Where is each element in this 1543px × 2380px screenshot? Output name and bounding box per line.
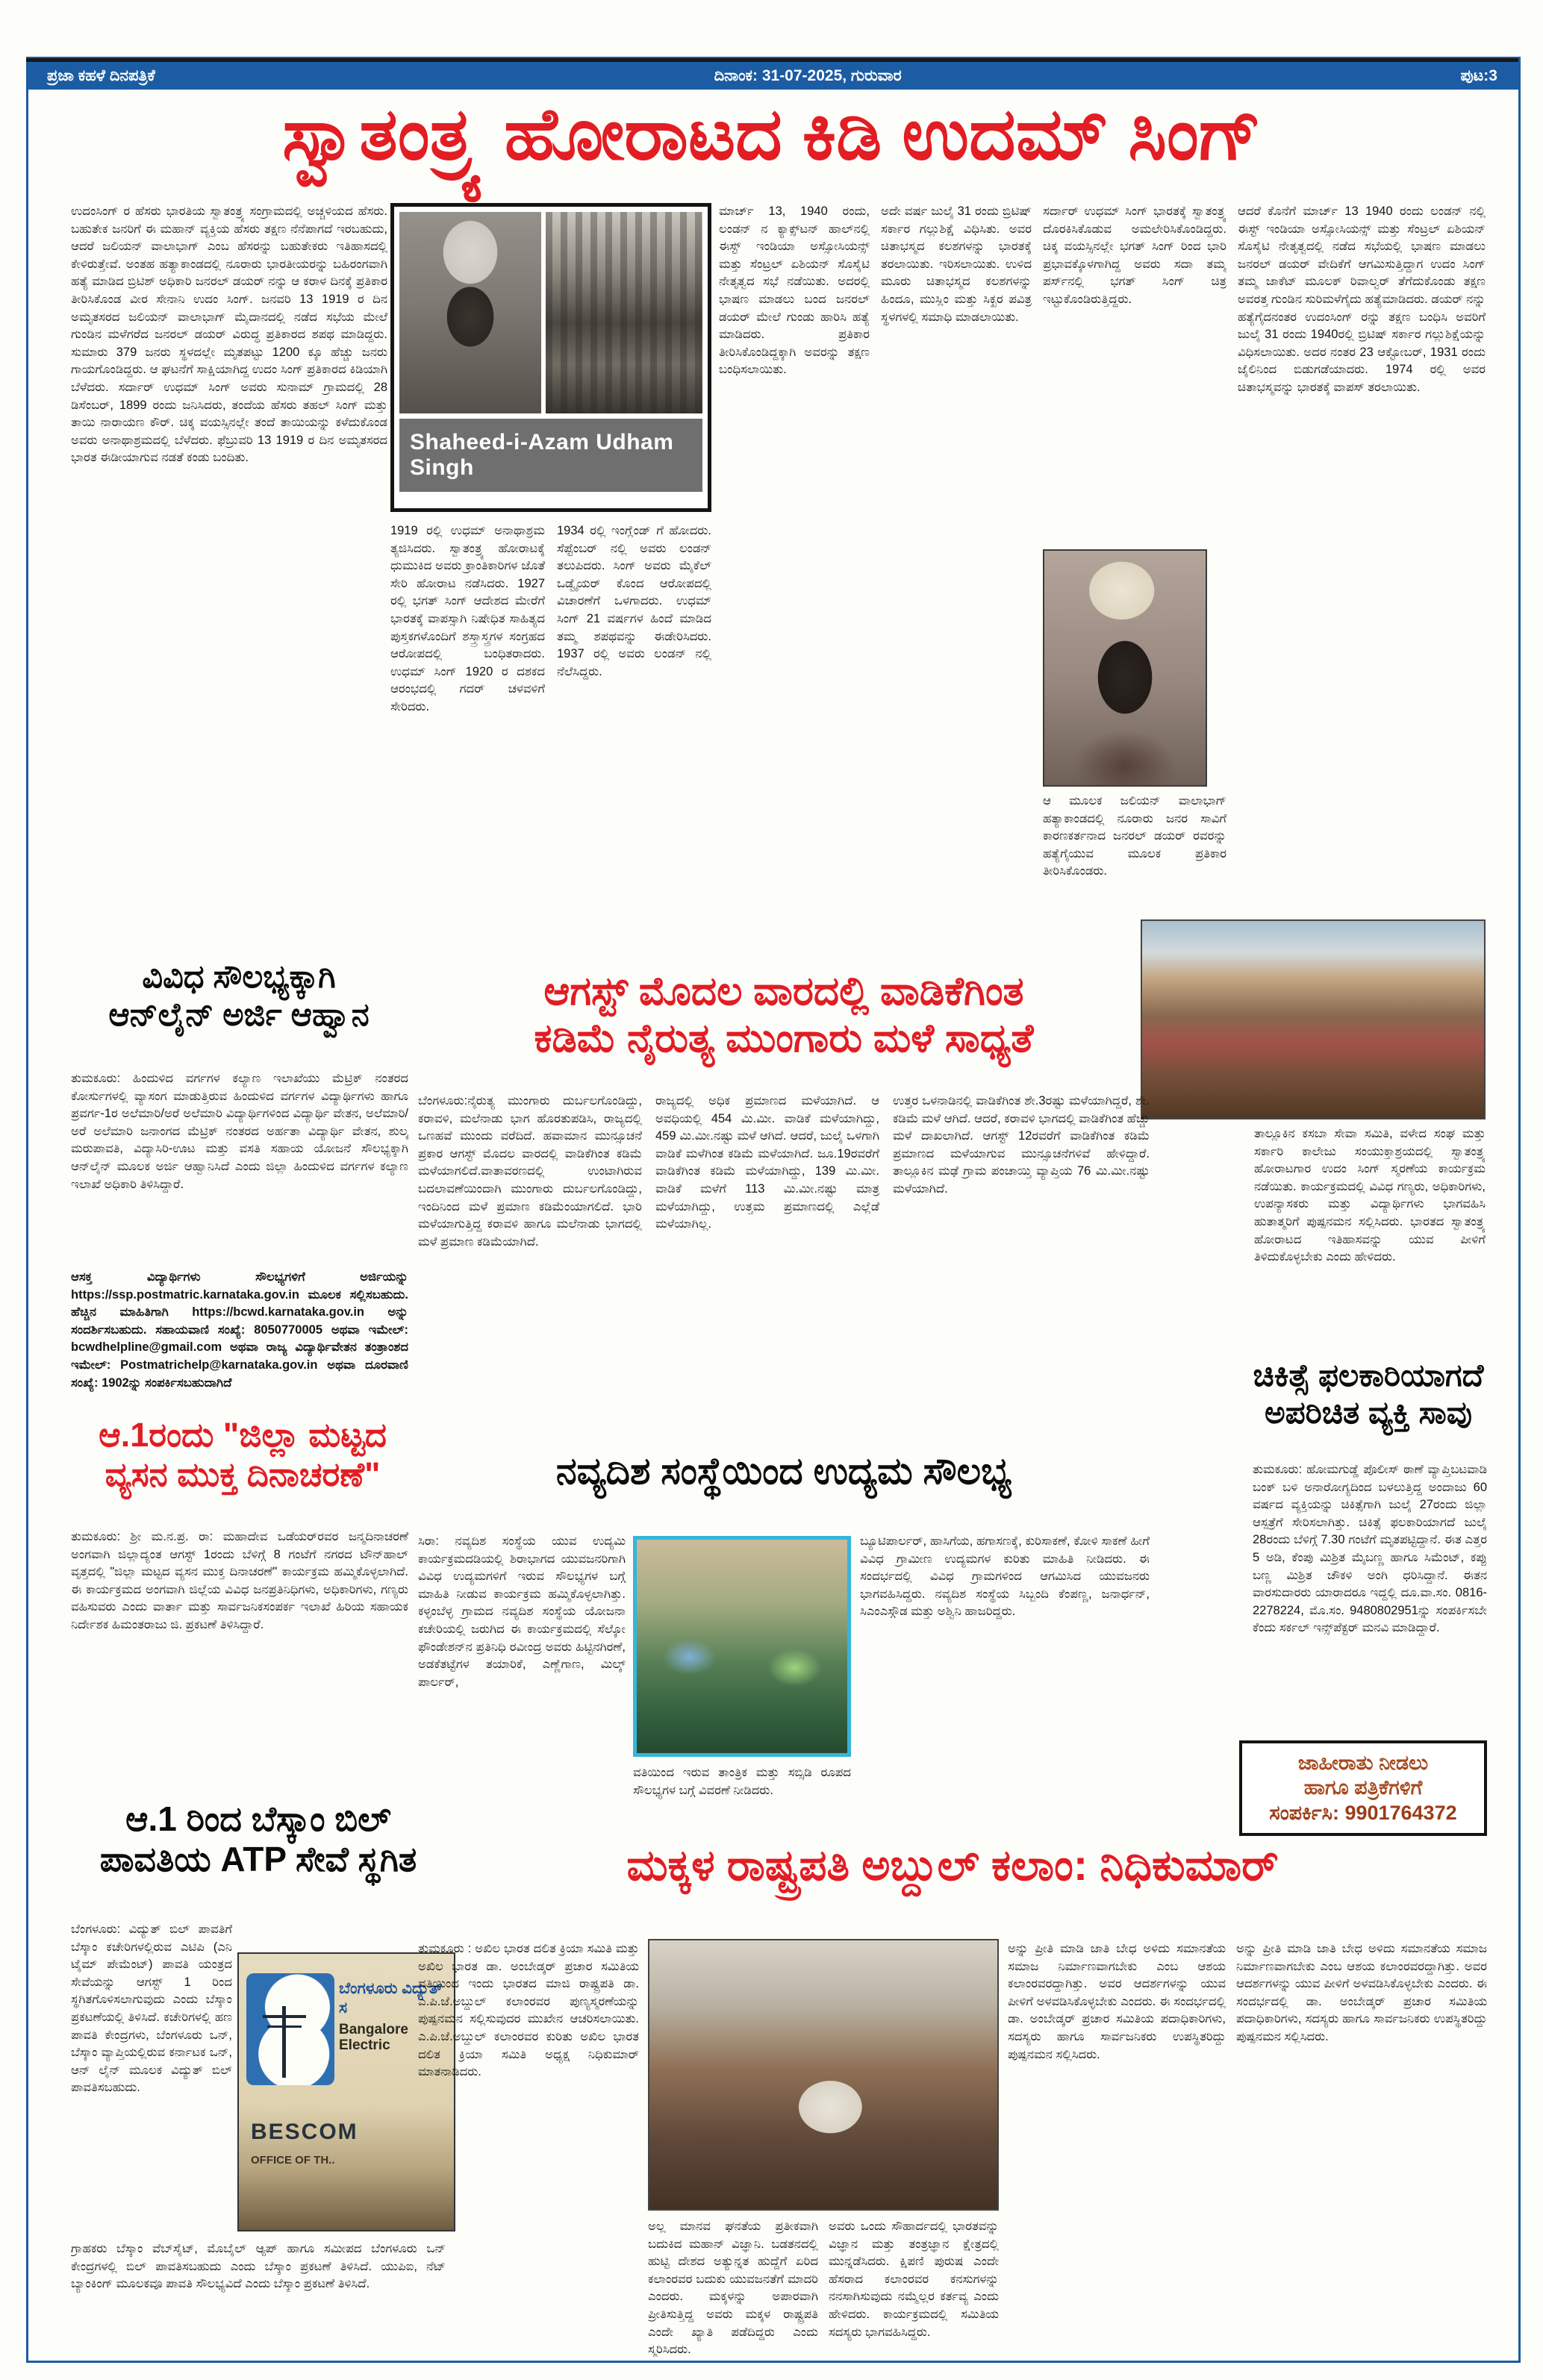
bescom-sign-english-text: Bangalore Electric (339, 2022, 408, 2053)
power-line-icon (267, 2026, 302, 2028)
kalam-headline: ಮಕ್ಕಳ ರಾಷ್ಟ್ರಪತಿ ಅಬ್ದುಲ್ ಕಲಾಂ: ನಿಧಿಕುಮಾರ್ (626, 1841, 1279, 1890)
monsoon-headline (418, 969, 1150, 1087)
addiction-free-day-headline-line1: ಆ.1ರಂದು "ಜಿಲ್ಲಾ ಮಟ್ಟದ (99, 1416, 387, 1454)
online-application-headline (67, 958, 411, 1064)
kalam-body-col-4: ಅನ್ನು ಪ್ರೀತಿ ಮಾಡಿ ಜಾತಿ ಬೇಧ ಅಳಿದು ಸಮಾನತೆಯ ಸಮಾಜ ನಿರ್ಮಾಣವಾಗಬೇಕು ಎಂಬ ಆಶಯ ಕಲಾಂರವರದ್ದಾಗಿತ್ತು. ಅವರ ಆದರ್ಶಗಳನ್ನು ಯುವ ಪೀಳಿಗೆ ಅಳವಡಿಸಿಕೊಳ್ಳಬೇಕು ಎಂದರು. ಈ ಸಂದರ್ಭದಲ್ಲಿ ಡಾ. ಅಂಬೇಡ್ಕರ್ ಪ್ರಚಾರ ಸಮಿತಿಯ ಪದಾಧಿಕಾರಿಗಳು, ಸದಸ್ಯರು ಹಾಗೂ ಸಾರ್ವಜನಿಕರು ಉಪಸ್ಥಿತರಿದ್ದು ಪುಷ್ಪನಮನ ಸಲ್ಲಿಸಿದರು. (1008, 1942, 1226, 2061)
lead-article-col-2: 1919 ರಲ್ಲಿ ಉಧಮ್ ಅನಾಥಾಶ್ರಮ ತ್ಯಜಿಸಿದರು. ಸ್ವಾತಂತ್ರ್ಯ ಹೋರಾಟಕ್ಕೆ ಧುಮುಕಿದ ಅವರು ಕ್ರಾಂತಿಕಾರಿಗಳ ಜೊತೆ ಸೇರಿ ಹೋರಾಟ ನಡೆಸಿದರು. 1927 ರಲ್ಲಿ ಭಗತ್ ಸಿಂಗ್ ಆದೇಶದ ಮೇರೆಗೆ ಭಾರತಕ್ಕೆ ವಾಪಸ್ಸಾಗಿ ನಿಷೇಧಿತ ಸಾಹಿತ್ಯದ ಪುಸ್ತಕಗಳೊಂದಿಗೆ ಶಸ್ತ್ರಾಸ್ತ್ರಗಳ ಸಂಗ್ರಹದ ಆರೋಪದಲ್ಲಿ ಬಂಧಿತರಾದರು. ಉಧಮ್ ಸಿಂಗ್ 1920 ರ ದಶಕದ ಆರಂಭದಲ್ಲಿ ಗದರ್ ಚಳವಳಿಗೆ ಸೇರಿದರು. (390, 524, 545, 713)
online-application-contact: ಆಸಕ್ತ ವಿದ್ಯಾರ್ಥಿಗಳು ಸೌಲಭ್ಯಗಳಿಗೆ ಅರ್ಜಿಯನ್ನು https://ssp.postmatric.karnataka.gov.in ಮೂಲಕ ಸಲ್ಲಿಸಬಹುದು. ಹೆಚ್ಚಿನ ಮಾಹಿತಿಗಾಗಿ https://bcwd.karnataka.gov.in ಅನ್ನು ಸಂದರ್ಶಿಸಬಹುದು. ಸಹಾಯವಾಣಿ ಸಂಖ್ಯೆ: 8050770005 ಅಥವಾ ಇಮೇಲ್: bcwdhelpline@gmail.com ಅಥವಾ ರಾಜ್ಯ ವಿದ್ಯಾರ್ಥಿವೇತನ ತಂತ್ರಾಂಶದ ಇಮೇಲ್: Postmatrichelp@karnataka.gov.in ಅಥವಾ ದೂರವಾಣಿ ಸಂಖ್ಯೆ: 1902ನ್ನು ಸಂಪರ್ಕಿಸಬಹುದಾಗಿದೆ (71, 1270, 408, 1390)
navyadisha-body-col-1: ಸಿರಾ: ನವ್ಯದಿಶ ಸಂಸ್ಥೆಯ ಯುವ ಉದ್ಯಮಿ ಕಾರ್ಯಕ್ರಮದಡಿಯಲ್ಲಿ ಶಿರಾಭಾಗದ ಯುವಜನರಿಗಾಗಿ ವಿವಿಧ ಉದ್ಯಮಗಳಿಗೆ ಇರುವ ಸೌಲಭ್ಯಗಳ ಬಗ್ಗೆ ಮಾಹಿತಿ ನೀಡುವ ಕಾರ್ಯಕ್ರಮ ಹಮ್ಮಿಕೊಳ್ಳಲಾಗಿತ್ತು. ಕಳ್ಳಂಬೆಳ್ಳ ಗ್ರಾಮದ ನವ್ಯದಿಶ ಸಂಸ್ಥೆಯ ಯೋಜನಾ ಕಚೇರಿಯಲ್ಲಿ ಜರುಗಿದ ಈ ಕಾರ್ಯಕ್ರಮದಲ್ಲಿ ಸೆಲ್ಕೋ ಫೌಂಡೇಶನ್‌ನ ಪ್ರತಿನಿಧಿ ರವೀಂದ್ರ ಅವರು ಹಿಟ್ಟಿನಗಿರಣೆ, ಅಡಕೆತಟ್ಟೆಗಳ ತಯಾರಿಕೆ, ಎಣ್ಣೆಗಾಣ, ಮಿಲ್ಕ್ ಪಾರ್ಲರ್, (418, 1534, 626, 1689)
lead-article-col-5: ಅದೇ ವರ್ಷ ಜುಲೈ 31 ರಂದು ಬ್ರಿಟಿಷ್ ಸರ್ಕಾರ ಗಲ್ಲುಶಿಕ್ಷೆ ವಿಧಿಸಿತು. ಅವರ ಚಿತಾಭಸ್ಮದ ಕಲಶಗಳನ್ನು ಭಾರತಕ್ಕೆ ತರಲಾಯಿತು. ಇರಿಸಲಾಯಿತು. ಉಳಿದ ಮೂರು ಚಿತಾಭಸ್ಮದ ಕಲಶಗಳನ್ನು ಹಿಂದೂ, ಮುಸ್ಲಿಂ ಮತ್ತು ಸಿಕ್ಖರ ಪವಿತ್ರ ಸ್ಥಳಗಳಲ್ಲಿ ಸಮಾಧಿ ಮಾಡಲಾಯಿತು. (881, 204, 1032, 324)
lead-article-col-7: ಆದರೆ ಕೊನೆಗೆ ಮಾರ್ಚ್ 13 1940 ರಂದು ಲಂಡನ್ ನಲ್ಲಿ ಈಸ್ಟ್ ಇಂಡಿಯಾ ಅಸ್ಸೋಸಿಯನ್ಸ್ ಮತ್ತು ಸೆಂಟ್ರಲ್ ಏಶಿಯನ್ ಸೊಸೈಟಿ ನೇತೃತ್ವದಲ್ಲಿ ನಡೆದ ಸಭೆಯಲ್ಲಿ ಭಾಷಣ ಮಾಡಲು ಜನರಲ್ ಡಯರ್ ವೇದಿಕೆಗೆ ಆಗಮಿಸುತ್ತಿದ್ದಾಗ ಉದಂ ಸಿಂಗ್ ತಮ್ಮ ಜಾಕೆಟ್ ಮೂಲಕ್ ರಿವಾಲ್ವರ್ ತೆಗೆದುಕೊಂಡು ತಕ್ಷಣ ಅವರತ್ತ ಗುಂಡಿನ ಸುರಿಮಳೆಗೈದು ಹತ್ಯೆಮಾಡಿದರು. ಡಯರ್ ನನ್ನು ಹತ್ಯೆಗೈದನಂತರ ಉದಂಸಿಂಗ್ ರನ್ನು ತಕ್ಷಣ ಬಂಧಿಸಿ ಅವರಿಗೆ ಜುಲೈ 31 ರಂದು 1940ರಲ್ಲಿ ಬ್ರಿಟಿಷ್ ಸರ್ಕಾರ ಗಲ್ಲುಶಿಕ್ಷೆಯನ್ನು ವಿಧಿಸಲಾಯಿತು. ಅದರ ನಂತರ 23 ಆಕ್ಟೋಬರ್, 1931 ರಂದು ಜೈಲಿನಿಂದ ಬಿಡುಗಡೆಯಾದರು. 1974 ರಲ್ಲಿ ಅವರ ಚಿತಾಭಸ್ಮವನ್ನು ಭಾರತಕ್ಕೆ ವಾಪಸ್ ತರಲಾಯಿತು. (1238, 204, 1486, 394)
date-line: ದಿನಾಂಕ: 31-07-2025, ಗುರುವಾರ (714, 66, 902, 84)
kalam-body-col-3: ಅವರು ಒಂದು ಸೌಹಾರ್ದದಲ್ಲಿ ಭಾರತವನ್ನು ವಿಜ್ಞಾನ ಮತ್ತು ತಂತ್ರಜ್ಞಾನ ಕ್ಷೇತ್ರದಲ್ಲಿ ಮುನ್ನಡೆಸಿದರು. ಕ್ಷಿಪಣಿ ಪುರುಷ ಎಂದೇ ಹೆಸರಾದ ಕಲಾಂರವರ ಕನಸುಗಳನ್ನು ನನಸಾಗಿಸುವುದು ನಮ್ಮೆಲ್ಲರ ಕರ್ತವ್ಯ ಎಂದು ಹೇಳಿದರು. ಕಾರ್ಯಕ್ರಮದಲ್ಲಿ ಸಮಿತಿಯ ಸದಸ್ಯರು ಭಾಗವಹಿಸಿದ್ದರು. (829, 2220, 999, 2339)
power-line-icon (263, 2015, 306, 2018)
udham-singh-portrait-photo (399, 212, 541, 413)
main-headline: ಸ್ವಾತಂತ್ರ್ಯ ಹೋರಾಟದ ಕಿಡಿ ಉದಮ್ ಸಿಂಗ್ (282, 93, 1262, 175)
kalam-body-col-2: ಅಲ್ಲ ಮಾನವ ಘನತೆಯ ಪ್ರತೀಕವಾಗಿ ಬದುಕಿದ ಮಹಾನ್ ವಿಜ್ಞಾನಿ. ಬಡತನದಲ್ಲಿ ಹುಟ್ಟಿ ದೇಶದ ಅತ್ಯುನ್ನತ ಹುದ್ದೆಗೆ ಏರಿದ ಕಲಾಂರವರ ಬದುಕು ಯುವಜನತೆಗೆ ಮಾದರಿ ಎಂದರು. ಮಕ್ಕಳನ್ನು ಅಪಾರವಾಗಿ ಪ್ರೀತಿಸುತ್ತಿದ್ದ ಅವರು ಮಕ್ಕಳ ರಾಷ್ಟ್ರಪತಿ ಎಂದೇ ಖ್ಯಾತಿ ಪಡೆದಿದ್ದರು ಎಂದು ಸ್ಮರಿಸಿದರು. (648, 2220, 818, 2357)
bescom-sign-kannada-text: ಬೆಂಗಳೂರು ವಿದ್ಯುತ್ ಸ (339, 1980, 443, 2017)
commemoration-group-photo (1141, 919, 1486, 1119)
kalam-tribute-group-photo (648, 1939, 999, 2211)
bescom-atp-body-bottom: ಗ್ರಾಹಕರು ಬೆಸ್ಕಾಂ ವೆಬ್‌ಸೈಟ್, ಮೊಬೈಲ್ ಆ್ಯಪ್ ಹಾಗೂ ಸಮೀಪದ ಬೆಂಗಳೂರು ಒನ್ ಕೇಂದ್ರಗಳಲ್ಲಿ ಬಿಲ್ ಪಾವತಿಸಬಹುದು ಎಂದು ಬೆಸ್ಕಾಂ ಪ್ರಕಟಣೆ ತಿಳಿಸಿದೆ. ಯುಪಿಐ, ನೆಟ್ ಬ್ಯಾಂಕಿಂಗ್ ಮೂಲಕವೂ ಪಾವತಿ ಸೌಲಭ್ಯವಿದೆ ಎಂದು ಬೆಸ್ಕಾಂ ಪ್ರಕಟಣೆ ತಿಳಿಸಿದೆ. (71, 2242, 446, 2291)
header-bar (26, 58, 1518, 90)
navyadisha-body-col-3: ಬ್ಯೂಟಿಪಾರ್ಲರ್, ಹಾಸಿಗೆಯ, ಹಗಾಸಣಕ್ಕೆ, ಕುರಿಸಾಕಣೆ, ಕೋಳಿ ಸಾಕಣೆ ಹೀಗೆ ವಿವಿಧ ಗ್ರಾಮೀಣ ಉದ್ಯಮಗಳ ಕುರಿತು ಮಾಹಿತಿ ನೀಡಿದರು. ಈ ಸಂದರ್ಭದಲ್ಲಿ ವಿವಿಧ ಗ್ರಾಮಗಳಿಂದ ಆಗಮಿಸಿದ ಯುವಜನರು ಭಾಗವಹಿಸಿದ್ದರು. ನವ್ಯದಿಶ ಸಂಸ್ಥೆಯ ಸಿಬ್ಬಂದಿ ಕೆಂಪಣ್ಣ, ಜನಾರ್ಧನ್, ಸಿಎಂಎಸ್ಗೌಡ ಮತ್ತು ಅಶ್ವಿನಿ ಹಾಜರಿದ್ದರು. (860, 1534, 1150, 1619)
lead-article-col-4: ಮಾರ್ಚ್ 13, 1940 ರಂದು, ಲಂಡನ್ ನ ಕ್ಯಾಕ್ಸ್‌ಟನ್ ಹಾಲ್‌ನಲ್ಲಿ ಈಸ್ಟ್ ಇಂಡಿಯಾ ಅಸ್ಸೋಸಿಯನ್ಸ್ ಮತ್ತು ಸೆಂಟ್ರಲ್ ಏಶಿಯನ್ ಸೊಸೈಟಿ ನೇತೃತ್ವದ ಸಭೆ ನಡೆಯಿತು. ಅದರಲ್ಲಿ ಭಾಷಣ ಮಾಡಲು ಬಂದ ಜನರಲ್ ಡಯರ್ ಮೇಲೆ ಗುಂಡು ಹಾರಿಸಿ ಹತ್ಯೆ ಮಾಡಿದರು. ಪ್ರತಿಕಾರ ತೀರಿಸಿಕೊಂಡಿದ್ದಕ್ಕಾಗಿ ಅವರನ್ನು ತಕ್ಷಣ ಬಂಧಿಸಲಾಯಿತು. (719, 204, 870, 377)
addiction-free-day-headline (67, 1415, 418, 1522)
adbox-line2: ಹಾಗೂ ಪತ್ರಿಕೆಗಳಿಗೆ (1303, 1776, 1423, 1799)
kalam-body-col-5: ಅನ್ನು ಪ್ರೀತಿ ಮಾಡಿ ಜಾತಿ ಬೇಧ ಅಳಿದು ಸಮಾನತೆಯ ಸಮಾಜ ನಿರ್ಮಾಣವಾಗಬೇಕು ಎಂಬ ಆಶಯ ಕಲಾಂರವರದ್ದಾಗಿತ್ತು. ಅವರ ಆದರ್ಶಗಳನ್ನು ಯುವ ಪೀಳಿಗೆ ಅಳವಡಿಸಿಕೊಳ್ಳಬೇಕು ಎಂದರು. ಈ ಸಂದರ್ಭದಲ್ಲಿ ಡಾ. ಅಂಬೇಡ್ಕರ್ ಪ್ರಚಾರ ಸಮಿತಿಯ ಪದಾಧಿಕಾರಿಗಳು, ಸದಸ್ಯರು ಹಾಗೂ ಸಾರ್ವಜನಿಕರು ಉಪಸ್ಥಿತರಿದ್ದು ಪುಷ್ಪನಮನ ಸಲ್ಲಿಸಿದರು. (1236, 1942, 1487, 2043)
patient-death-body: ತುಮಕೂರು: ಹೋಮಗುಡ್ಡೆ ಪೊಲೀಸ್ ಠಾಣೆ ವ್ಯಾಪ್ತಿಬಟವಾಡಿ ಬಂಕ್ ಬಳಿ ಅನಾರೋಗ್ಯದಿಂದ ಬಳಲುತ್ತಿದ್ದ ಅಂದಾಜು 60 ವರ್ಷದ ವ್ಯಕ್ತಿಯನ್ನು ಚಿಕಿತ್ಸೆಗಾಗಿ ಜುಲೈ 27ರಂದು ಜಿಲ್ಲಾ ಆಸ್ಪತ್ರೆಗೆ ಸೇರಿಸಲಾಗಿತ್ತು. ಚಿಕಿತ್ಸೆ ಫಲಕಾರಿಯಾಗದೆ ಜುಲೈ 28ರಂದು ಬೆಳಿಗ್ಗೆ 7.30 ಗಂಟೆಗೆ ಮೃತಪಟ್ಟಿದ್ದಾನೆ. ಈತ ಎತ್ತರ 5 ಅಡಿ, ಕೆಂಪು ಮಿಶ್ರಿತ ಮೈಬಣ್ಣ ಹಾಗೂ ಸಿಮೆಂಟ್, ಕಪ್ಪು ಬಣ್ಣ ಮಿಶ್ರಿತ ಚೌಕಳಿ ಅಂಗಿ ಧರಿಸಿದ್ದಾನೆ. ಈತನ ವಾರಸುದಾರರು ಯಾರಾದರೂ ಇದ್ದಲ್ಲಿ ದೂ.ವಾ.ಸಂ. 0816-2278224, ಮೊ.ಸಂ. 9480802951ನ್ನು ಸಂಪರ್ಕಿಸಬೇ ಕೆಂದು ಸರ್ಕಲ್ ಇನ್ಸ್‌ಪೆಕ್ಟರ್ ಮನವಿ ಮಾಡಿದ್ದಾರೆ. (1253, 1463, 1487, 1635)
patient-death-headline-line2: ಅಪರಿಚಿತ ವ್ಯಕ್ತಿ ಸಾವು (1265, 1394, 1472, 1430)
lead-article-col-1: ಉದಂಸಿಂಗ್ ರ ಹೆಸರು ಭಾರತಿಯ ಸ್ವಾತಂತ್ರ್ಯ ಸಂಗ್ರಾಮದಲ್ಲಿ ಅಚ್ಚಳಿಯದ ಹೆಸರು. ಬಹುತೇಕ ಜನರಿಗೆ ಈ ಮಹಾನ್ ವ್ಯಕ್ತಿಯ ಹೆಸರು ತಕ್ಷಣ ನೆನೆಪಾಗದೆ ಇರಬಹುದು, ಆದರೆ ಜಲಿಯನ್ ವಾಲಾಭಾಗ್ ಎಂಬ ಹೆಸರನ್ನು ಬಹುತೇಕರು ಇತಿಹಾಸದಲ್ಲಿ ಕೇಳಿರುತ್ತೇವೆ. ಅಂತಹ ಹತ್ಯಾಕಾಂಡದಲ್ಲಿ ನೂರಾರು ಭಾರತೀಯರನ್ನು ಬಹಿರಂಗವಾಗಿ ಹತ್ಯೆ ಮಾಡಿದ ಬ್ರಿಟಿಶ್ ಅಧಿಕಾರಿ ಜನರಲ್ ಡಯರ್ ನನ್ನು ಆ ಕರಾಳ ದಿನಕ್ಕೆ ಪ್ರತಿಕಾರ ತೀರಿಸಿಕೊಂಡ ವೀರ ಸೇನಾನಿ ಉದಂ ಸಿಂಗ್. ಜನವರಿ 13 1919 ರ ದಿನ ಅಮೃತಸರದ ಜಲಿಯನ್ ವಾಲಾಭಾಗ್ ಮೈದಾನದಲ್ಲಿ ನಡೆದ ಸಭೆಯ ಮೇಲೆ ಗುಂಡಿನ ಮಳೆಗರೆದ ಜನರಲ್ ಡಯರ್ ವಿರುದ್ಧ ಪ್ರತಿಕಾರದ ಶಪಥ ಮಾಡಿದ್ದರು. ಸುಮಾರು 379 ಜನರು ಸ್ಥಳದಲ್ಲೇ ಮೃತಪಟ್ಟು 1200 ಕ್ಕೂ ಹೆಚ್ಚು ಜನರು ಗಾಯಗೊಂಡಿದ್ದರು. ಆ ಘಟನೆಗೆ ಸಾಕ್ಷಿಯಾಗಿದ್ದ ಉದಂ ಸಿಂಗ್ ಪ್ರತಿಕಾರದ ಕಿಡಿಯಾಗಿ ಬೆಳೆದರು. ಸರ್ದಾರ್ ಉಧಮ್ ಸಿಂಗ್ ಅವರು ಸುನಾಮ್ ಗ್ರಾಮದಲ್ಲಿ 28 ಡಿಸೆಂಬರ್, 1899 ರಂದು ಜನಿಸಿದರು, ತಂದೆಯ ಹೆಸರು ತಹಲ್ ಸಿಂಗ್ ಮತ್ತು ತಾಯಿ ನಾರಾಯಣ ಕೌರ್. ಚಿಕ್ಕ ವಯಸ್ಸಿನಲ್ಲೇ ತಂದೆ ತಾಯಿಯನ್ನು ಕಳೆದುಕೊಂಡ ಅವರು ಅನಾಥಾಶ್ರಮದಲ್ಲಿ ಬೆಳೆದರು. ಫೆಬ್ರುವರಿ 13 1919 ರ ದಿನ ಅಮೃತಸರದ ಭಾರತ ಈಡೀಯಾಗುವ ನಡತೆ ಕಂಡು ಬಂದಿತು. (71, 204, 387, 465)
lead-article-col-6-bottom: ಆ ಮೂಲಕ ಜಲಿಯನ್ ವಾಲಾಭಾಗ್ ಹತ್ಯಾಕಾಂಡದಲ್ಲಿ ನೂರಾರು ಜನರ ಸಾವಿಗೆ ಕಾರಣಕರ್ತನಾದ ಜನರಲ್ ಡಯರ್ ರವರನ್ನು ಹತ್ಯೆಗೈಯುವ ಮೂಲಕ ಪ್ರತಿಕಾರ ತೀರಿಸಿಕೊಂಡರು. (1043, 794, 1226, 878)
patient-death-headline (1248, 1357, 1489, 1455)
monsoon-body-col-2: ರಾಜ್ಯದಲ್ಲಿ ಅಧಿಕ ಪ್ರಮಾಣದ ಮಳೆಯಾಗಿದೆ. ಆ ಅವಧಿಯಲ್ಲಿ 454 ಮಿ.ಮೀ. ವಾಡಿಕೆ ಮಳೆಯಾಗಿದ್ದು, 459 ಮಿ.ಮೀ.ನಷ್ಟು ಮಳೆ ಆಗಿದೆ. ಆದರೆ, ಜುಲೈ ಒಳಗಾಗಿ ವಾಡಿಕೆ ಮಳೆಗಿಂತ ಕಡಿಮೆ ಮಳೆಯಾಗಿದೆ. ಜೂ.19ರವರೆಗೆ ವಾಡಿಕೆಗಿಂತ ಕಡಿಮೆ ಮಳೆಯಾಗಿದ್ದು, 139 ಮಿ.ಮೀ. ವಾಡಿಕೆ ಮಳೆಗೆ 113 ಮಿ.ಮೀ.ನಷ್ಟು ಮಾತ್ರ ಮಳೆಯಾಗಿದ್ದು, ಉತ್ತಮ ಪ್ರಮಾಣದಲ್ಲಿ ಎಲ್ಲೆಡೆ ಮಳೆಯಾಗಿಲ್ಲ. (655, 1094, 879, 1231)
navyadisha-group-photo (633, 1536, 851, 1757)
jallianwala-bagh-scene-photo (546, 212, 702, 413)
lead-article-col-3: 1934 ರಲ್ಲಿ ಇಂಗ್ಲೆಂಡ್ ಗೆ ಹೋದರು. ಸೆಪ್ಟೆಂಬರ್ ನಲ್ಲಿ ಅವರು ಲಂಡನ್ ತಲುಪಿದರು. ಸಿಂಗ್ ಅವರು ಮೈಕೆಲ್ ಒಡ್ವೈಯರ್ ಕೊಂದ ಆರೋಪದಲ್ಲಿ ವಿಚಾರಣೆಗೆ ಒಳಗಾದರು. ಉಧಮ್ ಸಿಂಗ್ 21 ವರ್ಷಗಳ ಹಿಂದೆ ಮಾಡಿದ ತಮ್ಮ ಶಪಥವನ್ನು ಈಡೇರಿಸಿದರು. 1937 ರಲ್ಲಿ ಅವರು ಲಂಡನ್ ನಲ್ಲಿ ನೆಲೆಸಿದ್ದರು. (557, 524, 711, 678)
adbox-line1: ಜಾಹೀರಾತು ನೀಡಲು (1297, 1752, 1429, 1775)
bescom-atp-body-left: ಬೆಂಗಳೂರು: ವಿದ್ಯುತ್ ಬಿಲ್ ಪಾವತಿಗೆ ಬೆಸ್ಕಾಂ ಕಚೇರಿಗಳಲ್ಲಿರುವ ಎಟಿಪಿ (ಎನಿ ಟೈಮ್ ಪೇಮೆಂಟ್) ಪಾವತಿ ಯಂತ್ರದ ಸೇವೆಯನ್ನು ಆಗಸ್ಟ್ 1 ರಿಂದ ಸ್ಥಗಿತಗೊಳಿಸಲಾಗುವುದು ಎಂದು ಬೆಸ್ಕಾಂ ಪ್ರಕಟಣೆಯಲ್ಲಿ ತಿಳಿಸಿದೆ. ಕಚೇರಿಗಳಲ್ಲಿ ಹಣ ಪಾವತಿ ಕೇಂದ್ರಗಳು, ಬೆಂಗಳೂರು ಒನ್, ಬೆಸ್ಕಾಂ ವ್ಯಾಪ್ತಿಯಲ್ಲಿರುವ ಕರ್ನಾಟಕ ಒನ್, ಆನ್ ಲೈನ್ ಮೂಲಕ ವಿದ್ಯುತ್ ಬಿಲ್ ಪಾವತಿಸಬಹುದು. (71, 1923, 232, 2095)
udham-singh-photo-block (390, 203, 711, 512)
lead-article-col-6-top: ಸರ್ದಾರ್ ಉಧಮ್ ಸಿಂಗ್ ಭಾರತಕ್ಕೆ ಸ್ವಾತಂತ್ರ್ಯ ದೊರಕಿಸಿಕೊಡುವ ಅಮಲೇರಿಸಿಕೊಂಡಿದ್ದರು. ಚಿಕ್ಕ ವಯಸ್ಸಿನಲ್ಲೇ ಭಗತ್ ಸಿಂಗ್ ರಿಂದ ಭಾರಿ ಪ್ರಭಾವಕ್ಕೊಳಗಾಗಿದ್ದ ಅವರು ಸದಾ ತಮ್ಮ ಪರ್ಸ್‌ನಲ್ಲಿ ಭಗತ್ ಸಿಂಗ್ ಚಿತ್ರ ಇಟ್ಟುಕೊಂಡಿರುತ್ತಿದ್ದರು. (1043, 204, 1226, 306)
bescom-sign-name: BESCOM (251, 2120, 358, 2144)
bescom-atp-headline-line1: ಆ.1 ರಿಂದ ಬೆಸ್ಕಾಂ ಬಿಲ್ (125, 1799, 391, 1838)
monsoon-body-col-1: ಬೆಂಗಳೂರು:ನೈರುತ್ಯ ಮುಂಗಾರು ದುರ್ಬಲಗೊಂಡಿದ್ದು, ಕರಾವಳಿ, ಮಲೆನಾಡು ಭಾಗ ಹೊರತುಪಡಿಸಿ, ರಾಜ್ಯದಲ್ಲಿ ಒಣಹವೆ ಮುಂದು ವರೆದಿದೆ. ಹವಾಮಾನ ಮುನ್ಸೂಚನೆ ಪ್ರಕಾರ ಆಗಸ್ಟ್ ಮೊದಲ ವಾರದಲ್ಲಿ ವಾಡಿಕೆಗಿಂತ ಕಡಿಮೆ ಮಳೆಯಾಗಲಿದೆ.ವಾತಾವರಣದಲ್ಲಿ ಉಂಟಾಗಿರುವ ಬದಲಾವಣೆಯಿಂದಾಗಿ ಮುಂಗಾರು ದುರ್ಬಲಗೊಂಡಿದ್ದು, ಇಂದಿನಿಂದ ಮಳೆ ಪ್ರಮಾಣ ಕಡಿಮೆಂಯಾಗಲಿದೆ. ಭಾರಿ ಮಳೆಯಾಗುತ್ತಿದ್ದ ಕರಾವಳಿ ಹಾಗೂ ಮಲೆನಾಡು ಭಾಗದಲ್ಲಿ ಮಳೆ ಪ್ರಮಾಣ ಕಡಿಮೆಯಾಗಿದೆ. (418, 1094, 642, 1249)
addiction-free-day-headline-line2: ವ್ಯಸನ ಮುಕ್ತ ದಿನಾಚರಣೆ" (105, 1455, 381, 1494)
addiction-free-day-body: ತುಮಕೂರು: ಶ್ರೀ ಮ.ನ.ಪ್ರ. ರಾ: ಮಹಾದೇವ ಒಡೆಯರ್‌ರವರ ಜನ್ಮದಿನಾಚರಣೆ ಅಂಗವಾಗಿ ಜಿಲ್ಲಾದ್ಯಂತ ಆಗಸ್ಟ್ 1ರಂದು ಬೆಳಿಗ್ಗೆ 8 ಗಂಟೆಗೆ ನಗರದ ಟೌನ್‌ಹಾಲ್ ವೃತ್ತದಲ್ಲಿ "ಜಿಲ್ಲಾ ಮಟ್ಟದ ವ್ಯಸನ ಮುಕ್ತ ದಿನಾಚರಣೆ" ಕಾರ್ಯಕ್ರಮ ಹಮ್ಮಿಕೊಳ್ಳಲಾಗಿದೆ. ಈ ಕಾರ್ಯಕ್ರಮದ ಅಂಗವಾಗಿ ಜಿಲ್ಲೆಯ ವಿವಿಧ ಜನಪ್ರತಿನಿಧಿಗಳು, ಅಧಿಕಾರಿಗಳು, ಗಣ್ಯರು ವಹಿಸುವರು ಎಂದು ವಾರ್ತಾ ಮತ್ತು ಸಾರ್ವಜನಿಕಸಂಪರ್ಕ ಇಲಾಖೆ ಹಿರಿಯ ಸಹಾಯಕ ನಿರ್ದೇಶಕ ಹಿಮಂತರಾಜು ಜಿ. ಪ್ರಕಟಣೆ ತಿಳಿಸಿದ್ದಾರೆ. (71, 1530, 408, 1631)
page-number: ಪುಟ:3 (1460, 66, 1497, 84)
bescom-logo-icon (246, 1973, 334, 2085)
patient-death-headline-line1: ಚಿಕಿತ್ಸೆ ಫಲಕಾರಿಯಾಗದೆ (1253, 1358, 1484, 1393)
paper-name: ಪ್ರಜಾ ಕಹಳೆ ದಿನಪತ್ರಿಕೆ (47, 66, 155, 84)
bescom-atp-headline (71, 1799, 446, 1914)
kalam-body-col-1: ತುಮಕೂರು : ಅಖಿಲ ಭಾರತ ದಲಿತ ಕ್ರಿಯಾ ಸಮಿತಿ ಮತ್ತು ಅಖಿಲ ಭಾರತ ಡಾ. ಅಂಬೇಡ್ಕರ್ ಪ್ರಚಾರ ಸಮಿತಿಯ ವತಿಯಿಂದ ಇಂದು ಭಾರತದ ಮಾಜಿ ರಾಷ್ಟ್ರಪತಿ ಡಾ. ಎ.ಪಿ.ಜೆ.ಅಬ್ದುಲ್ ಕಲಾಂರವರ ಪುಣ್ಯಸ್ಮರಣೆಯನ್ನು ಪುಷ್ಪನಮನ ಸಲ್ಲಿಸುವುದರ ಮುಖೇನ ಆಚರಿಸಲಾಯಿತು. ಎ.ಪಿ.ಜೆ.ಅಬ್ದುಲ್ ಕಲಾಂರವರ ಕುರಿತು ಅಖಿಲ ಭಾರತ ದಲಿತ ಕ್ರಿಯಾ ಸಮಿತಿ ಅಧ್ಯಕ್ಷ ನಿಧಿಕುಮಾರ್ ಮಾತನಾಡಿದರು. (418, 1942, 639, 2079)
udham-singh-painting-photo (1043, 549, 1207, 787)
photo-row (399, 212, 702, 413)
monsoon-headline-line1: ಆಗಸ್ಟ್ ಮೊದಲ ವಾರದಲ್ಲಿ ವಾಡಿಕೆಗಿಂತ (543, 969, 1024, 1013)
online-application-headline-line1: ವಿವಿಧ ಸೌಲಭ್ಯಕ್ಕಾಗಿ (142, 959, 336, 995)
navyadisha-body-col-2: ವತಿಯಿಂದ ಇರುವ ತಾಂತ್ರಿಕ ಮತ್ತು ಸಬ್ಸಿಡಿ ರೂಪದ ಸೌಲಭ್ಯಗಳ ಬಗ್ಗೆ ವಿವರಣೆ ನೀಡಿದರು. (633, 1766, 851, 1797)
photo-caption: Shaheed-i-Azam Udham Singh (399, 419, 702, 492)
bescom-atp-headline-line2: ಪಾವತಿಯ ATP ಸೇವೆ ಸ್ಥಗಿತ (99, 1840, 417, 1879)
online-application-body: ತುಮಕೂರು: ಹಿಂದುಳಿದ ವರ್ಗಗಳ ಕಲ್ಯಾಣ ಇಲಾಖೆಯು ಮೆಟ್ರಿಕ್ ನಂತರದ ಕೋರ್ಸುಗಳಲ್ಲಿ ವ್ಯಾಸಂಗ ಮಾಡುತ್ತಿರುವ ಹಿಂದುಳಿದ ವರ್ಗಗಳ ವಿದ್ಯಾರ್ಥಿಗಳು ಹಾಗೂ ಪ್ರವರ್ಗ-1ರ ಅಲೆಮಾರಿ/ಅರೆ ಅಲೆಮಾರಿ ವಿದ್ಯಾರ್ಥಿಗಳಿಂದ ವಿದ್ಯಾರ್ಥಿ ವೇತನ, ಅಲೆಮಾರಿ/ಅರೆ ಅಲೆಮಾರಿ ಜನಾಂಗದ ಮೆಟ್ರಿಕ್ ನಂತರದ ಅರ್ಹತಾ ವಿದ್ಯಾರ್ಥಿ ವೇತನ, ಶುಲ್ಕ ಮರುಪಾವತಿ, ವಿದ್ಯಾಸಿರಿ-ಊಟ ಮತ್ತು ವಸತಿ ಸಹಾಯ ಯೋಜನೆ ಸೌಲಭ್ಯಕ್ಕಾಗಿ ಆನ್‌ಲೈನ್ ಮೂಲಕ ಅರ್ಜಿ ಆಹ್ವಾನಿಸಿದೆ ಎಂದು ಜಿಲ್ಲಾ ಹಿಂದುಳಿದ ವರ್ಗಗಳ ಕಲ್ಯಾಣ ಇಲಾಖೆ ಅಧಿಕಾರಿ ತಿಳಿಸಿದ್ದಾರೆ. (71, 1072, 408, 1191)
bescom-sign-office-text: OFFICE OF TH.. (251, 2154, 335, 2167)
right-column-text-block: ತಾಲ್ಲೂಕಿನ ಕಸಬಾ ಸೇವಾ ಸಮಿತಿ, ವಳೇದ ಸಂಘ ಮತ್ತು ಸರ್ಕಾರಿ ಕಾಲೇಜು ಸಂಯುಕ್ತಾಶ್ರಯದಲ್ಲಿ ಸ್ವಾತಂತ್ರ್ಯ ಹೋರಾಟಗಾರ ಉದಂ ಸಿಂಗ್ ಸ್ಮರಣೆಯ ಕಾರ್ಯಕ್ರಮ ನಡೆಯಿತು. ಕಾರ್ಯಕ್ರಮದಲ್ಲಿ ವಿವಿಧ ಗಣ್ಯರು, ಅಧಿಕಾರಿಗಳು, ಉಪನ್ಯಾಸಕರು ಮತ್ತು ವಿದ್ಯಾರ್ಥಿಗಳು ಭಾಗವಹಿಸಿ ಹುತಾತ್ಮರಿಗೆ ಪುಷ್ಪನಮನ ಸಲ್ಲಿಸಿದರು. ಭಾರತದ ಸ್ವಾತಂತ್ರ್ಯ ಹೋರಾಟದ ಇತಿಹಾಸವನ್ನು ಯುವ ಪೀಳಿಗೆ ತಿಳಿದುಕೊಳ್ಳಬೇಕು ಎಂದು ಹೇಳಿದರು. (1254, 1127, 1486, 1264)
online-application-headline-line2: ಆನ್‌ಲೈನ್ ಅರ್ಜಿ ಆಹ್ವಾನ (108, 996, 370, 1033)
advertisement-contact-box (1239, 1740, 1487, 1836)
navyadisha-headline: ನವ್ಯದಿಶ ಸಂಸ್ಥೆಯಿಂದ ಉದ್ಯಮ ಸೌಲಭ್ಯ (555, 1450, 1012, 1492)
monsoon-headline-line2: ಕಡಿಮೆ ನೈರುತ್ಯ ಮುಂಗಾರು ಮಳೆ ಸಾಧ್ಯತೆ (534, 1016, 1034, 1061)
adbox-phone: ಸಂಪರ್ಕಿಸಿ: 9901764372 (1269, 1801, 1457, 1824)
monsoon-body-col-3: ಉತ್ತರ ಒಳನಾಡಿನಲ್ಲಿ ವಾಡಿಕೆಗಿಂತ ಶೇ.3ರಷ್ಟು ಮಳೆಯಾಗಿದ್ದರೆ, ಶೇ. ಕಡಿಮೆ ಮಳೆ ಆಗಿದೆ. ಆದರೆ, ಕರಾವಳಿ ಭಾಗದಲ್ಲಿ ವಾಡಿಕೆಗಿಂತ ಹೆಚ್ಚು ಮಳೆ ದಾಖಲಾಗಿದೆ. ಆಗಸ್ಟ್ 12ರವರೆಗೆ ವಾಡಿಕೆಗಿಂತ ಕಡಿಮೆ ಪ್ರಮಾಣದ ಮಳೆಯಾಗುವ ಮುನ್ಸೂಚನೆಗಳಿವೆ ಹೇಳಿದ್ದಾರೆ. ತಾಲ್ಲೂಕಿನ ಮಢೆ ಗ್ರಾಮ ಪಂಚಾಯ್ತಿ ವ್ಯಾಪ್ತಿಯ 76 ಮಿ.ಮೀ.ನಷ್ಟು ಮಳೆಯಾಗಿದೆ. (893, 1094, 1150, 1196)
